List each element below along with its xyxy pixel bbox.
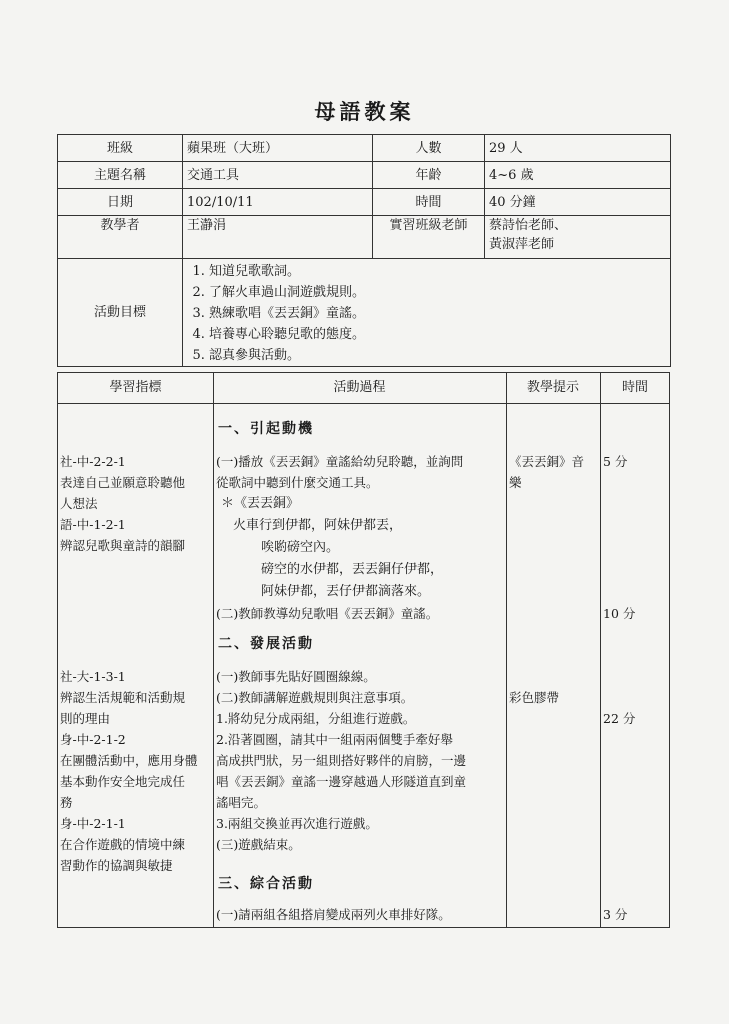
indicator-code: 身-中-2-1-2 [60,732,126,747]
header-row-teacher [58,216,671,259]
indicator-text: 在合作遊戲的情境中練 [60,837,186,852]
process-line: (一)教師事先貼好圓圈線線。 [216,669,376,684]
time-value: 40 分鐘 [485,189,671,216]
time-value: 3 分 [603,907,628,922]
goals-list [187,261,666,366]
hint-text: 樂 [509,475,522,490]
hint-text: 彩色膠帶 [509,690,560,705]
header-row-class [58,135,671,162]
count-value: 29 人 [485,135,671,162]
intern-label: 實習班級老師 [373,216,485,259]
activity-table [57,372,670,928]
date-label: 日期 [58,189,183,216]
col-header-process: 活動過程 [333,380,386,395]
process-line: (一)請兩組各組搭肩變成兩列火車排好隊。 [216,907,451,922]
hint-text: 《丟丟銅》音 [509,454,585,469]
header-divider [58,403,669,404]
process-line: (二)教師教導幼兒歌唱《丟丟銅》童謠。 [216,606,439,621]
page-title: 母語教案 [314,99,415,124]
goal-item: 4. 培養專心聆聽兒歌的態度。 [209,324,666,345]
process-line: 3.兩組交換並再次進行遊戲。 [216,816,378,831]
time-value: 5 分 [603,454,628,469]
header-row-date [58,189,671,216]
theme-label: 主題名稱 [58,162,183,189]
goal-item: 2. 了解火車過山洞遊戲規則。 [209,282,666,303]
song-lyric: 火車行到伊都，阿妹伊都丟， [233,518,403,533]
indicator-text: 習動作的協調與敏捷 [60,858,173,873]
col-header-time: 時間 [621,380,648,395]
intern-value [485,216,671,259]
age-value: 4~6 歲 [485,162,671,189]
section-title-intro: 一、引起動機 [218,421,314,437]
theme-value: 交通工具 [183,162,373,189]
process-line: 高成拱門狀，另一組則搭好夥伴的肩膀，一邊 [216,753,467,768]
column-divider [213,373,214,927]
goals-label: 活動目標 [58,259,183,367]
process-line: 2.沿著圓圈，請其中一組兩兩個雙手牽好舉 [216,732,453,747]
process-line: 謠唱完。 [216,795,267,810]
song-lyric: 阿妹伊都，丟仔伊都滴落來。 [261,584,431,599]
song-title: ＊《丟丟銅》 [221,496,300,511]
indicator-text: 人想法 [60,496,98,511]
goal-item: 5. 認真參與活動。 [209,345,666,366]
header-row-theme [58,162,671,189]
indicator-text: 辨認生活規範和活動規 [60,690,186,705]
class-label: 班級 [58,135,183,162]
song-lyric: 磅空的水伊都，丟丟銅仔伊都， [261,562,444,577]
indicator-text: 基本動作安全地完成任 [60,774,186,789]
teacher-value: 王瀞涓 [183,216,373,259]
process-line: 1.將幼兒分成兩組，分組進行遊戲。 [216,711,416,726]
col-header-indicator: 學習指標 [109,380,162,395]
age-label: 年齡 [373,162,485,189]
intern-teacher-1: 蔡詩怡老師、 [489,218,568,233]
indicator-code: 社-大-1-3-1 [60,669,126,684]
goal-item: 3. 熟練歌唱《丟丟銅》童謠。 [209,303,666,324]
time-value: 10 分 [603,606,636,621]
indicator-text: 則的理由 [60,711,111,726]
song-lyric: 唉喲磅空內。 [261,540,340,555]
indicator-text: 在團體活動中，應用身體 [60,753,198,768]
process-line: 唱《丟丟銅》童謠一邊穿越過人形隧道直到童 [216,774,467,789]
teacher-label: 教學者 [58,216,183,259]
goal-item: 1. 知道兒歌歌詞。 [209,261,666,282]
time-label: 時間 [373,189,485,216]
process-line: 從歌詞中聽到什麼交通工具。 [216,475,379,490]
section-title-summary: 三、綜合活動 [218,876,314,892]
goals-cell [183,259,671,367]
process-line: (一)播放《丟丟銅》童謠給幼兒聆聽，並詢問 [216,454,464,469]
process-line: (三)遊戲結束。 [216,837,301,852]
count-label: 人數 [373,135,485,162]
intern-teacher-2: 黃淑萍老師 [489,237,555,252]
header-row-goals [58,259,671,367]
column-divider [506,373,507,927]
col-header-hint: 教學提示 [526,380,579,395]
time-value: 22 分 [603,711,636,726]
header-table [57,134,671,367]
class-value: 蘋果班（大班） [183,135,373,162]
column-divider [600,373,601,927]
date-value: 102/10/11 [183,189,373,216]
indicator-text: 表達自己並願意聆聽他 [60,475,186,490]
indicator-code: 身-中-2-1-1 [60,816,126,831]
indicator-code: 語-中-1-2-1 [60,517,126,532]
indicator-text: 辨認兒歌與童詩的韻腳 [60,538,186,553]
process-line: (二)教師講解遊戲規則與注意事項。 [216,690,414,705]
indicator-code: 社-中-2-2-1 [60,454,126,469]
section-title-develop: 二、發展活動 [218,636,314,652]
indicator-text: 務 [60,795,73,810]
